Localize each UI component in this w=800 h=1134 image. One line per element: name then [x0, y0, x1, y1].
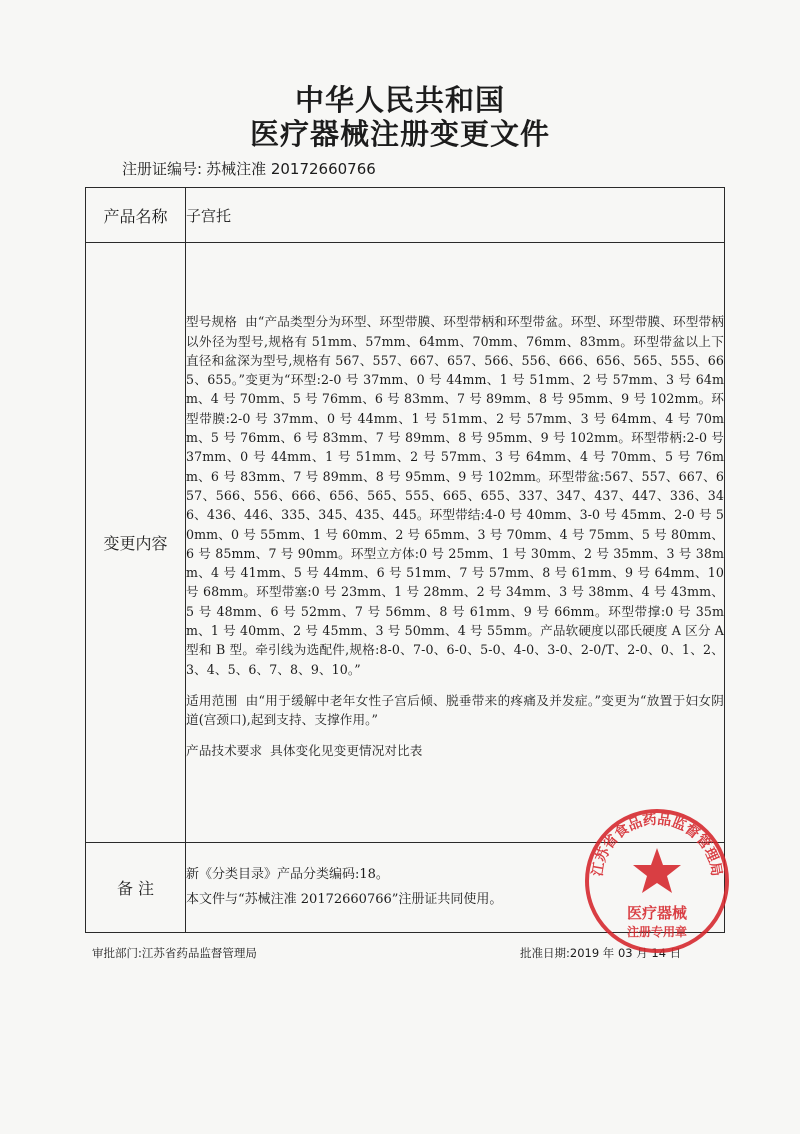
change-content-row	[86, 243, 725, 843]
model-spec-text: 由“产品类型分为环型、环型带膜、环型带柄和环型带盆。环型、环型带膜、环型带柄以外径为型号,规格有 51mm、57mm、64mm、70mm、76mm、83mm。环型带盆以上下直径和盆深为型号,规格有 567、557、667、657、566、556、666、656、565、555、665、655。”变更为“环型:2-0 号 37mm、0 号 44mm、1 号 51mm、2 号 57mm、3 号 64mm、4 号 70mm、5 号 76mm、6 号 83mm、7 号 89mm、8 号 95mm、9 号 102mm。环型带膜:2-0 号 37mm、0 号 44mm、1 号 51mm、2 号 57mm、3 号 64mm、4 号 70mm、5 号 76mm、6 号 83mm、7 号 89mm、8 号 95mm、9 号 102mm。环型带柄:2-0 号 37mm、0 号 44mm、1 号 51mm、2 号 57mm、3 号 64mm、4 号 70mm、5 号 76mm、6 号 83mm、7 号 89mm、8 号 95mm、9 号 102mm。环型带盆:567、557、667、657、566、556、666、656、565、555、665、655、337、347、437、447、336、346、436、446、335、345、435、445。环型带结:4-0 号 40mm、3-0 号 45mm、2-0 号 50mm、0 号 55mm、1 号 60mm、2 号 65mm、3 号 70mm、4 号 75mm、5 号 80mm、6 号 85mm、7 号 90mm。环型立方体:0 号 25mm、1 号 30mm、2 号 35mm、3 号 38mm、4 号 41mm、5 号 44mm、6 号 51mm、7 号 57mm、8 号 61mm、9 号 64mm、10 号 68mm。环型带塞:0 号 23mm、1 号 28mm、2 号 34mm、3 号 38mm、4 号 43mm、5 号 48mm、6 号 52mm、7 号 56mm、8 号 61mm、9 号 66mm。环型带撑:0 号 35mm、1 号 40mm、2 号 45mm、3 号 50mm、4 号 55mm。产品软硬度以邵氏硬度 A 区分 A 型和 B 型。牵引线为选配件,规格:8-0、7-0、6-0、5-0、4-0、3-0、2-0/T、2-0、0、1、2、3、4、5、6、7、8、9、10。”	[186, 314, 724, 677]
tech-requirements-paragraph	[186, 741, 724, 760]
registration-number-label: 注册证编号:	[122, 160, 203, 178]
seal-star-icon	[633, 848, 681, 893]
tech-requirements-text: 具体变化见变更情况对比表	[270, 743, 423, 759]
approval-date: 批准日期:2019 年 03 月 14 日	[520, 946, 682, 960]
note-joint-use: 本文件与“苏械注准 20172660766”注册证共同使用。	[186, 892, 503, 907]
note-classification: 新《分类目录》产品分类编码:18。	[186, 867, 389, 882]
model-spec-paragraph	[186, 312, 724, 679]
seal-inner-line2: 注册专用章	[626, 925, 688, 939]
seal-inner-line1: 医疗器械	[626, 904, 688, 922]
document-title: 医疗器械注册变更文件	[249, 117, 550, 151]
change-content-cell	[186, 243, 725, 843]
document-title-country: 中华人民共和国	[294, 83, 505, 117]
registration-number-line	[122, 158, 376, 179]
scope-label: 适用范围	[186, 692, 238, 708]
tech-requirements-label: 产品技术要求	[186, 743, 263, 759]
scope-text: 由“用于缓解中老年女性子宫后倾、脱垂带来的疼痛及并发症。”变更为“放置于妇女阴道(宫颈口),起到支持、支撑作用。”	[186, 692, 724, 728]
product-name-value: 子宫托	[186, 188, 725, 243]
notes-label: 备 注	[86, 843, 186, 933]
product-name-row	[86, 188, 725, 243]
change-content-label: 变更内容	[86, 243, 186, 843]
official-seal-stamp	[582, 806, 732, 956]
seal-outer-text: 江苏省食品药品监督管理局	[589, 811, 725, 878]
registration-number-value: 苏械注准 20172660766	[206, 160, 376, 178]
product-name-label: 产品名称	[86, 188, 186, 243]
approval-department: 审批部门:江苏省药品监督管理局	[92, 946, 257, 960]
scope-paragraph	[186, 691, 724, 730]
model-spec-label: 型号规格	[186, 314, 238, 330]
